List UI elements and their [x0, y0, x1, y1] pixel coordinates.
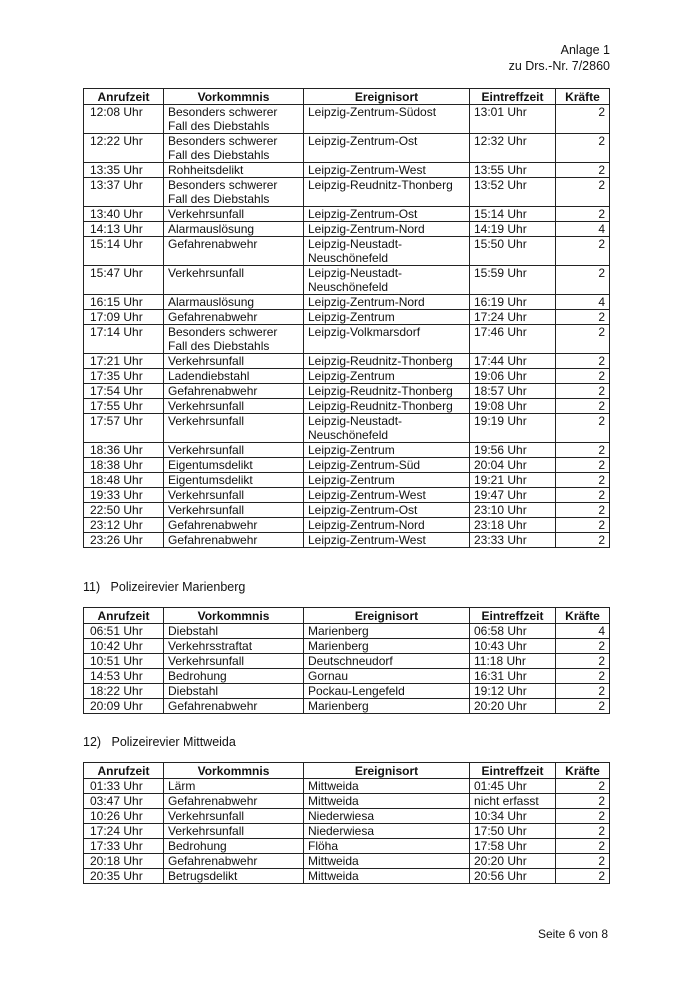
cell-arrival-time: 13:01 Uhr — [470, 105, 556, 134]
cell-incident: Verkehrsunfall — [164, 654, 304, 669]
cell-location: Leipzig-Volkmarsdorf — [304, 325, 470, 354]
cell-forces: 2 — [556, 134, 610, 163]
cell-incident: Verkehrsunfall — [164, 354, 304, 369]
column-header-arrival-time: Eintreffzeit — [470, 608, 556, 624]
cell-arrival-time: 23:18 Uhr — [470, 518, 556, 533]
column-header-call-time: Anrufzeit — [84, 89, 164, 105]
cell-arrival-time: 13:55 Uhr — [470, 163, 556, 178]
cell-location: Leipzig-Zentrum-Süd — [304, 458, 470, 473]
cell-forces: 2 — [556, 669, 610, 684]
cell-forces: 2 — [556, 178, 610, 207]
column-header-forces: Kräfte — [556, 608, 610, 624]
cell-incident: Gefahrenabwehr — [164, 384, 304, 399]
document-number: zu Drs.-Nr. 7/2860 — [508, 59, 610, 73]
cell-arrival-time: 15:50 Uhr — [470, 237, 556, 266]
cell-forces: 2 — [556, 384, 610, 399]
cell-arrival-time: 01:45 Uhr — [470, 779, 556, 794]
column-header-arrival-time: Eintreffzeit — [470, 763, 556, 779]
cell-incident: Verkehrsunfall — [164, 488, 304, 503]
table-row — [84, 699, 610, 714]
cell-incident: Bedrohung — [164, 669, 304, 684]
cell-location: Leipzig-Zentrum-Ost — [304, 503, 470, 518]
cell-forces: 2 — [556, 369, 610, 384]
cell-arrival-time: 17:44 Uhr — [470, 354, 556, 369]
cell-call-time: 18:22 Uhr — [84, 684, 164, 699]
cell-incident: Eigentumsdelikt — [164, 458, 304, 473]
cell-incident: Bedrohung — [164, 839, 304, 854]
cell-location: Pockau-Lengefeld — [304, 684, 470, 699]
cell-incident: Ladendiebstahl — [164, 369, 304, 384]
annex-reference — [509, 42, 610, 74]
cell-forces: 2 — [556, 443, 610, 458]
cell-arrival-time: 18:57 Uhr — [470, 384, 556, 399]
cell-arrival-time: 20:20 Uhr — [470, 699, 556, 714]
cell-forces: 2 — [556, 839, 610, 854]
cell-location: Leipzig-Zentrum-West — [304, 533, 470, 548]
cell-location: Leipzig-Zentrum-West — [304, 488, 470, 503]
column-header-forces: Kräfte — [556, 763, 610, 779]
cell-location: Marienberg — [304, 699, 470, 714]
cell-location: Leipzig-Reudnitz-Thonberg — [304, 178, 470, 207]
cell-call-time: 17:14 Uhr — [84, 325, 164, 354]
cell-incident: Verkehrsunfall — [164, 443, 304, 458]
cell-location: Leipzig-Zentrum-Nord — [304, 222, 470, 237]
cell-call-time: 19:33 Uhr — [84, 488, 164, 503]
cell-call-time: 12:22 Uhr — [84, 134, 164, 163]
cell-incident: Verkehrsunfall — [164, 824, 304, 839]
cell-forces: 2 — [556, 809, 610, 824]
cell-forces: 2 — [556, 779, 610, 794]
table-row — [84, 266, 610, 295]
column-header-incident: Vorkommnis — [164, 763, 304, 779]
cell-call-time: 20:18 Uhr — [84, 854, 164, 869]
table-row — [84, 458, 610, 473]
table-row — [84, 809, 610, 824]
column-header-arrival-time: Eintreffzeit — [470, 89, 556, 105]
cell-location: Leipzig-Zentrum-Nord — [304, 518, 470, 533]
table-row — [84, 869, 610, 884]
table-row — [84, 443, 610, 458]
cell-call-time: 17:55 Uhr — [84, 399, 164, 414]
cell-forces: 2 — [556, 163, 610, 178]
table-body — [84, 105, 610, 548]
table-row — [84, 488, 610, 503]
cell-arrival-time: 10:43 Uhr — [470, 639, 556, 654]
cell-incident: Gefahrenabwehr — [164, 794, 304, 809]
cell-location: Leipzig-Zentrum — [304, 369, 470, 384]
table-row — [84, 854, 610, 869]
cell-location: Leipzig-Zentrum-West — [304, 163, 470, 178]
cell-arrival-time: 10:34 Uhr — [470, 809, 556, 824]
cell-location: Leipzig-Zentrum — [304, 473, 470, 488]
cell-incident: Verkehrsunfall — [164, 414, 304, 443]
table-row — [84, 624, 610, 639]
table-row — [84, 824, 610, 839]
table-row — [84, 325, 610, 354]
cell-location: Mittweida — [304, 794, 470, 809]
cell-arrival-time: 20:04 Uhr — [470, 458, 556, 473]
cell-arrival-time: 17:24 Uhr — [470, 310, 556, 325]
cell-location: Leipzig-Reudnitz-Thonberg — [304, 354, 470, 369]
cell-forces: 4 — [556, 624, 610, 639]
cell-location: Leipzig-Reudnitz-Thonberg — [304, 384, 470, 399]
cell-forces: 2 — [556, 414, 610, 443]
cell-incident: Diebstahl — [164, 684, 304, 699]
incident-table-mittweida — [83, 762, 610, 884]
cell-arrival-time: 06:58 Uhr — [470, 624, 556, 639]
column-header-incident: Vorkommnis — [164, 89, 304, 105]
cell-arrival-time: 15:59 Uhr — [470, 266, 556, 295]
cell-call-time: 14:53 Uhr — [84, 669, 164, 684]
cell-incident: Gefahrenabwehr — [164, 237, 304, 266]
cell-arrival-time: 16:19 Uhr — [470, 295, 556, 310]
section-title-marienberg: 11) Polizeirevier Marienberg — [83, 580, 246, 594]
incident-table-leipzig — [83, 88, 610, 548]
cell-arrival-time: 23:10 Uhr — [470, 503, 556, 518]
cell-forces: 2 — [556, 794, 610, 809]
cell-incident: Verkehrsunfall — [164, 503, 304, 518]
cell-forces: 2 — [556, 207, 610, 222]
table-row — [84, 134, 610, 163]
cell-arrival-time: 19:47 Uhr — [470, 488, 556, 503]
cell-incident: Gefahrenabwehr — [164, 310, 304, 325]
cell-incident: Besonders schwerer Fall des Diebstahls — [164, 134, 304, 163]
cell-call-time: 17:21 Uhr — [84, 354, 164, 369]
table-row — [84, 839, 610, 854]
cell-forces: 4 — [556, 295, 610, 310]
cell-call-time: 14:13 Uhr — [84, 222, 164, 237]
cell-incident: Besonders schwerer Fall des Diebstahls — [164, 325, 304, 354]
cell-location: Leipzig-Zentrum-Ost — [304, 207, 470, 222]
cell-call-time: 17:24 Uhr — [84, 824, 164, 839]
table-header-row — [84, 89, 610, 105]
table-row — [84, 399, 610, 414]
cell-call-time: 23:12 Uhr — [84, 518, 164, 533]
cell-arrival-time: 12:32 Uhr — [470, 134, 556, 163]
cell-incident: Besonders schwerer Fall des Diebstahls — [164, 105, 304, 134]
table-body — [84, 624, 610, 714]
cell-location: Leipzig-Zentrum — [304, 443, 470, 458]
cell-arrival-time: 11:18 Uhr — [470, 654, 556, 669]
cell-incident: Betrugsdelikt — [164, 869, 304, 884]
cell-call-time: 13:37 Uhr — [84, 178, 164, 207]
table-row — [84, 794, 610, 809]
table-row — [84, 222, 610, 237]
cell-location: Marienberg — [304, 639, 470, 654]
table-row — [84, 354, 610, 369]
cell-call-time: 06:51 Uhr — [84, 624, 164, 639]
cell-location: Leipzig-Zentrum-Südost — [304, 105, 470, 134]
cell-forces: 2 — [556, 533, 610, 548]
cell-location: Mittweida — [304, 854, 470, 869]
table-body — [84, 779, 610, 884]
cell-forces: 2 — [556, 325, 610, 354]
cell-call-time: 18:38 Uhr — [84, 458, 164, 473]
table-row — [84, 533, 610, 548]
cell-forces: 2 — [556, 266, 610, 295]
table-row — [84, 518, 610, 533]
cell-location: Marienberg — [304, 624, 470, 639]
cell-forces: 4 — [556, 222, 610, 237]
cell-location: Leipzig-Zentrum — [304, 310, 470, 325]
cell-call-time: 17:33 Uhr — [84, 839, 164, 854]
cell-forces: 2 — [556, 399, 610, 414]
cell-arrival-time: 19:21 Uhr — [470, 473, 556, 488]
cell-location: Leipzig-Neustadt-Neuschönefeld — [304, 266, 470, 295]
cell-incident: Verkehrsstraftat — [164, 639, 304, 654]
cell-location: Niederwiesa — [304, 824, 470, 839]
cell-call-time: 17:54 Uhr — [84, 384, 164, 399]
cell-location: Leipzig-Neustadt-Neuschönefeld — [304, 414, 470, 443]
incident-table-marienberg — [83, 607, 610, 714]
cell-call-time: 01:33 Uhr — [84, 779, 164, 794]
cell-forces: 2 — [556, 854, 610, 869]
cell-forces: 2 — [556, 503, 610, 518]
column-header-location: Ereignisort — [304, 89, 470, 105]
cell-arrival-time: 23:33 Uhr — [470, 533, 556, 548]
cell-forces: 2 — [556, 869, 610, 884]
cell-arrival-time: 19:19 Uhr — [470, 414, 556, 443]
cell-call-time: 13:40 Uhr — [84, 207, 164, 222]
cell-location: Flöha — [304, 839, 470, 854]
cell-location: Leipzig-Neustadt-Neuschönefeld — [304, 237, 470, 266]
cell-call-time: 20:35 Uhr — [84, 869, 164, 884]
cell-call-time: 22:50 Uhr — [84, 503, 164, 518]
cell-arrival-time: 13:52 Uhr — [470, 178, 556, 207]
cell-call-time: 17:57 Uhr — [84, 414, 164, 443]
cell-forces: 2 — [556, 473, 610, 488]
cell-call-time: 17:35 Uhr — [84, 369, 164, 384]
cell-arrival-time: 17:46 Uhr — [470, 325, 556, 354]
annex-label: Anlage 1 — [560, 43, 610, 57]
cell-incident: Lärm — [164, 779, 304, 794]
cell-incident: Verkehrsunfall — [164, 399, 304, 414]
cell-arrival-time: 17:58 Uhr — [470, 839, 556, 854]
cell-location: Niederwiesa — [304, 809, 470, 824]
table-row — [84, 207, 610, 222]
cell-forces: 2 — [556, 105, 610, 134]
cell-incident: Eigentumsdelikt — [164, 473, 304, 488]
cell-arrival-time: 19:12 Uhr — [470, 684, 556, 699]
cell-call-time: 15:47 Uhr — [84, 266, 164, 295]
cell-forces: 2 — [556, 354, 610, 369]
cell-arrival-time: 19:56 Uhr — [470, 443, 556, 458]
cell-incident: Alarmauslösung — [164, 222, 304, 237]
cell-forces: 2 — [556, 639, 610, 654]
table-row — [84, 310, 610, 325]
cell-incident: Verkehrsunfall — [164, 207, 304, 222]
table-row — [84, 105, 610, 134]
cell-forces: 2 — [556, 654, 610, 669]
column-header-call-time: Anrufzeit — [84, 763, 164, 779]
table-row — [84, 654, 610, 669]
cell-call-time: 16:15 Uhr — [84, 295, 164, 310]
cell-location: Leipzig-Zentrum-Ost — [304, 134, 470, 163]
cell-location: Gornau — [304, 669, 470, 684]
cell-incident: Verkehrsunfall — [164, 809, 304, 824]
cell-location: Mittweida — [304, 869, 470, 884]
cell-call-time: 17:09 Uhr — [84, 310, 164, 325]
section-title-mittweida: 12) Polizeirevier Mittweida — [83, 735, 236, 749]
cell-incident: Verkehrsunfall — [164, 266, 304, 295]
cell-arrival-time: 19:06 Uhr — [470, 369, 556, 384]
cell-arrival-time: 15:14 Uhr — [470, 207, 556, 222]
cell-incident: Diebstahl — [164, 624, 304, 639]
table-row — [84, 473, 610, 488]
cell-call-time: 15:14 Uhr — [84, 237, 164, 266]
table-row — [84, 369, 610, 384]
table-row — [84, 178, 610, 207]
cell-arrival-time: 19:08 Uhr — [470, 399, 556, 414]
cell-arrival-time: 16:31 Uhr — [470, 669, 556, 684]
cell-incident: Alarmauslösung — [164, 295, 304, 310]
cell-incident: Rohheitsdelikt — [164, 163, 304, 178]
cell-forces: 2 — [556, 824, 610, 839]
cell-forces: 2 — [556, 237, 610, 266]
table-row — [84, 669, 610, 684]
cell-call-time: 10:26 Uhr — [84, 809, 164, 824]
cell-call-time: 13:35 Uhr — [84, 163, 164, 178]
table-row — [84, 414, 610, 443]
table-row — [84, 639, 610, 654]
table-row — [84, 237, 610, 266]
column-header-location: Ereignisort — [304, 608, 470, 624]
cell-arrival-time: nicht erfasst — [470, 794, 556, 809]
cell-call-time: 10:42 Uhr — [84, 639, 164, 654]
cell-call-time: 18:48 Uhr — [84, 473, 164, 488]
cell-incident: Gefahrenabwehr — [164, 518, 304, 533]
cell-forces: 2 — [556, 699, 610, 714]
table-row — [84, 503, 610, 518]
cell-location: Leipzig-Reudnitz-Thonberg — [304, 399, 470, 414]
column-header-incident: Vorkommnis — [164, 608, 304, 624]
table-row — [84, 295, 610, 310]
cell-call-time: 10:51 Uhr — [84, 654, 164, 669]
table-row — [84, 163, 610, 178]
cell-call-time: 03:47 Uhr — [84, 794, 164, 809]
cell-arrival-time: 20:56 Uhr — [470, 869, 556, 884]
column-header-forces: Kräfte — [556, 89, 610, 105]
table-row — [84, 384, 610, 399]
table-row — [84, 684, 610, 699]
cell-forces: 2 — [556, 684, 610, 699]
cell-forces: 2 — [556, 310, 610, 325]
page-number: Seite 6 von 8 — [537, 927, 608, 941]
cell-forces: 2 — [556, 488, 610, 503]
cell-location: Leipzig-Zentrum-Nord — [304, 295, 470, 310]
cell-arrival-time: 20:20 Uhr — [470, 854, 556, 869]
cell-incident: Besonders schwerer Fall des Diebstahls — [164, 178, 304, 207]
table-header-row — [84, 608, 610, 624]
cell-forces: 2 — [556, 458, 610, 473]
column-header-call-time: Anrufzeit — [84, 608, 164, 624]
cell-forces: 2 — [556, 518, 610, 533]
cell-call-time: 20:09 Uhr — [84, 699, 164, 714]
cell-arrival-time: 14:19 Uhr — [470, 222, 556, 237]
cell-location: Deutschneudorf — [304, 654, 470, 669]
cell-location: Mittweida — [304, 779, 470, 794]
table-header-row — [84, 763, 610, 779]
cell-incident: Gefahrenabwehr — [164, 854, 304, 869]
table-row — [84, 779, 610, 794]
cell-call-time: 18:36 Uhr — [84, 443, 164, 458]
cell-incident: Gefahrenabwehr — [164, 533, 304, 548]
cell-incident: Gefahrenabwehr — [164, 699, 304, 714]
cell-call-time: 12:08 Uhr — [84, 105, 164, 134]
column-header-location: Ereignisort — [304, 763, 470, 779]
cell-arrival-time: 17:50 Uhr — [470, 824, 556, 839]
cell-call-time: 23:26 Uhr — [84, 533, 164, 548]
